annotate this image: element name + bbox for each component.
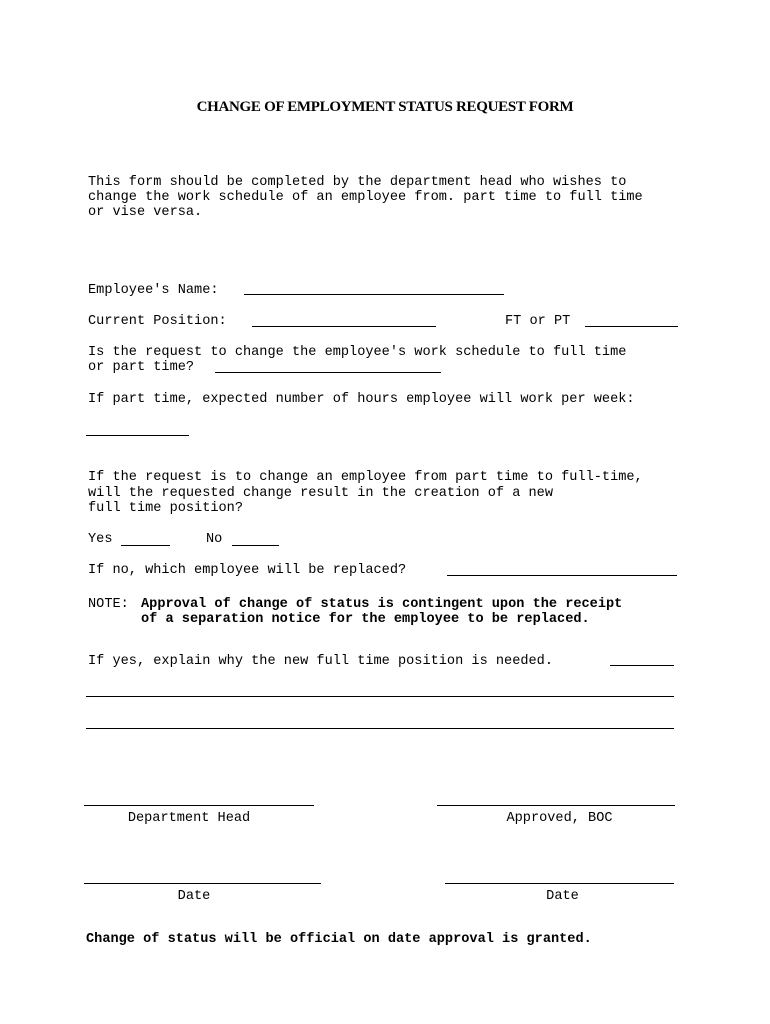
request-line-2: or part time? — [88, 360, 195, 375]
no-field[interactable] — [232, 545, 279, 546]
explain-field-line-2[interactable] — [86, 728, 674, 729]
footer-note: Change of status will be official on date approval is granted. — [86, 932, 592, 947]
date-left-label: Date — [177, 889, 211, 904]
request-line-1: Is the request to change the employee's work schedule to full time — [88, 345, 627, 360]
explain-label: If yes, explain why the new full time position is needed. — [88, 654, 553, 669]
replaced-label: If no, which employee will be replaced? — [88, 563, 407, 578]
intro-line-3: or vise versa. — [88, 205, 203, 220]
explain-field-line-1[interactable] — [86, 696, 674, 697]
form-title: CHANGE OF EMPLOYMENT STATUS REQUEST FORM — [196, 99, 574, 115]
ft-or-pt-field[interactable] — [585, 326, 678, 327]
employee-name-field[interactable] — [244, 294, 504, 295]
note-line-2: of a separation notice for the employee to be replaced. — [141, 612, 590, 627]
note-line-1: Approval of change of status is contingent upon the receipt — [141, 597, 623, 612]
date-left-line[interactable] — [84, 883, 321, 884]
employee-name-label: Employee's Name: — [88, 283, 219, 298]
department-head-label: Department Head — [127, 811, 251, 826]
approved-boc-signature-line[interactable] — [437, 805, 675, 806]
replaced-field[interactable] — [447, 575, 677, 576]
note-prefix: NOTE: — [88, 597, 129, 612]
date-right-label: Date — [546, 889, 579, 904]
explain-field-inline[interactable] — [610, 665, 674, 666]
department-head-signature-line[interactable] — [84, 805, 314, 806]
question-line-1: If the request is to change an employee from part time to full-time, — [88, 470, 643, 485]
intro-line-1: This form should be completed by the department head who wishes to — [88, 175, 627, 190]
question-line-2: will the requested change result in the creation of a new — [88, 486, 553, 501]
intro-line-2: change the work schedule of an employee from. part time to full time — [88, 190, 643, 205]
yes-label: Yes — [88, 532, 113, 547]
hours-label: If part time, expected number of hours employee will work per week: — [88, 392, 635, 407]
date-right-line[interactable] — [445, 883, 674, 884]
hours-field[interactable] — [86, 435, 189, 436]
yes-field[interactable] — [121, 545, 170, 546]
approved-boc-label: Approved, BOC — [506, 811, 613, 826]
question-line-3: full time position? — [88, 501, 243, 516]
current-position-label: Current Position: — [88, 314, 227, 329]
request-field[interactable] — [215, 372, 441, 373]
no-label: No — [206, 532, 223, 547]
current-position-field[interactable] — [252, 326, 436, 327]
ft-or-pt-label: FT or PT — [505, 314, 571, 329]
